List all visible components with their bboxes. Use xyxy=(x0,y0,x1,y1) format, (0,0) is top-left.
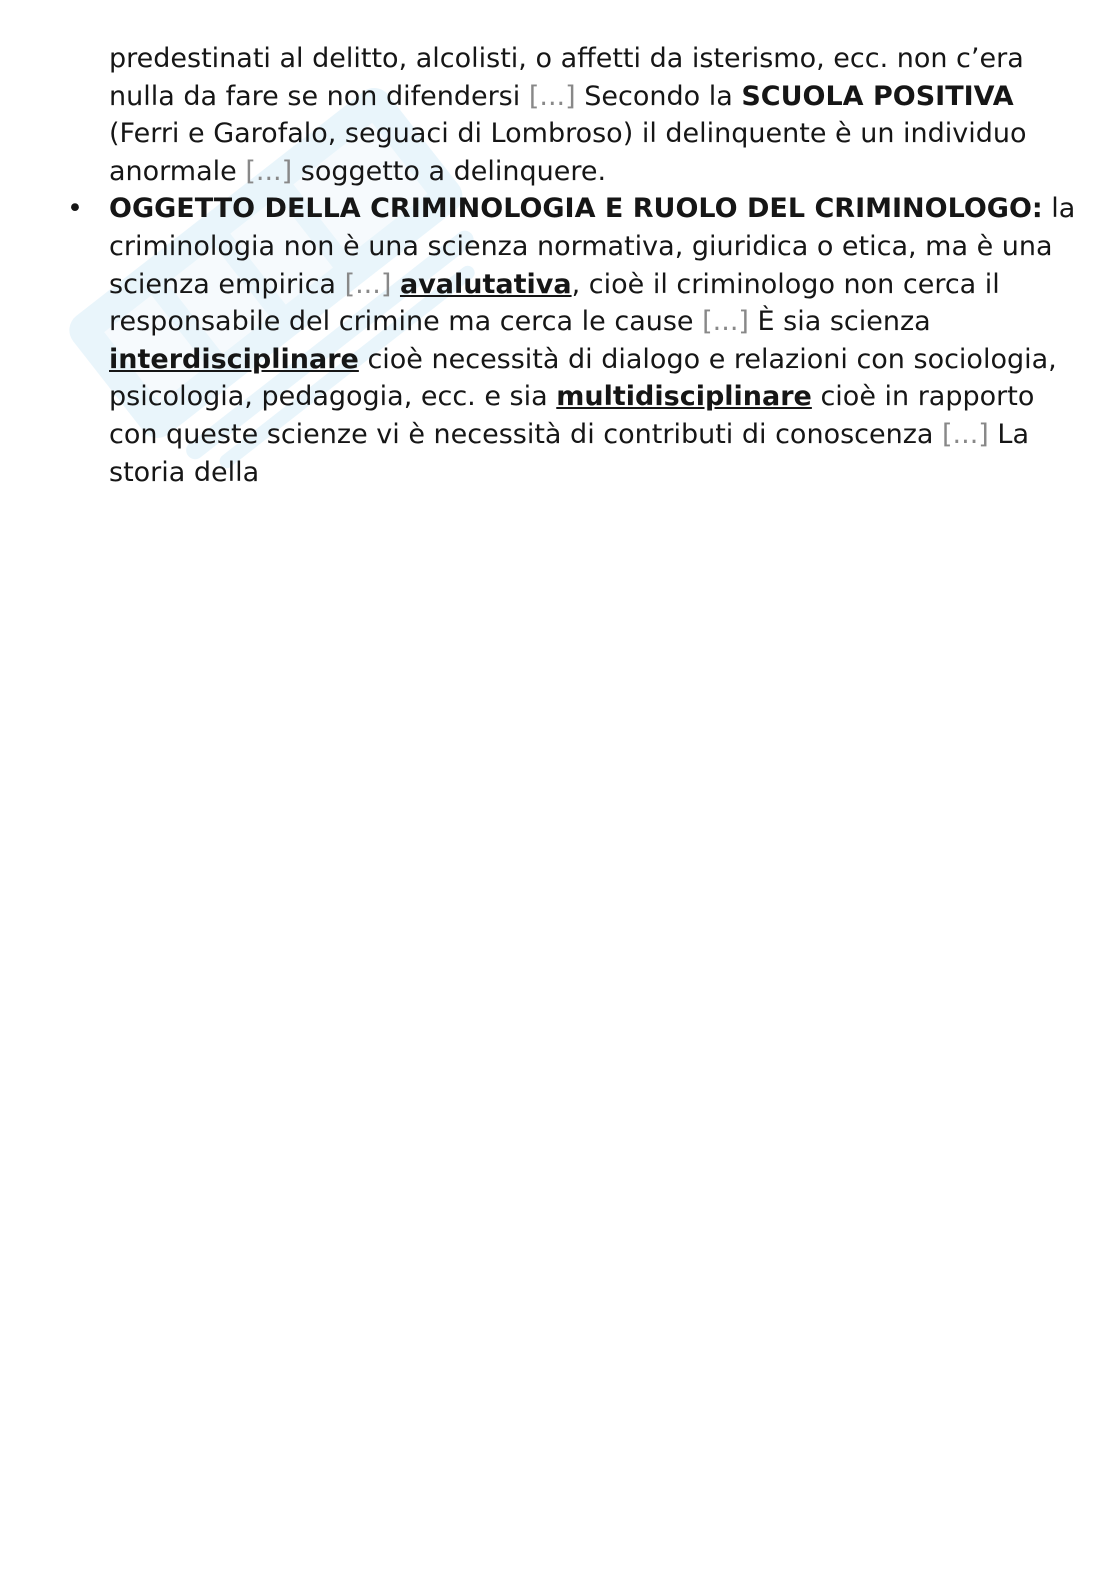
paragraph1-opening: predestinati al delitto, alcolisti, o affetti da isterismo, ecc. non c’era nulla da fare se non difendersi xyxy=(109,43,1024,112)
paragraph1-gap-2: [...] xyxy=(236,155,301,187)
paragraph1-closing: (Ferri e Garofalo, seguaci di Lombroso) il delinquente è un individuo anormale xyxy=(109,118,1027,187)
list-item-oggetto-criminologia xyxy=(67,190,1079,491)
bullet-paragraph xyxy=(109,190,1079,491)
bullet-icon: • xyxy=(67,193,83,225)
paragraph1-gap-1: [...] xyxy=(520,80,585,112)
bullet-part-5: cioè in rapporto con queste scienze vi è necessità di contributi di conoscenza xyxy=(109,381,1035,450)
term-avalutativa: avalutativa xyxy=(399,268,572,300)
scuola-positiva-term: SCUOLA POSITIVA xyxy=(741,80,1014,112)
bullet-gap-1: [...] xyxy=(335,268,400,300)
paragraph1-end: soggetto a delinquere. xyxy=(300,155,607,187)
paragraph-scuola-positiva xyxy=(109,40,1079,190)
bullet-opening: la criminologia non è una scienza normativa, giuridica o etica, ma è una scienza empirica xyxy=(109,193,1076,300)
bullet-gap-2: [...] xyxy=(693,306,758,338)
paragraph1-middle: Secondo la xyxy=(584,80,733,112)
bullet-part-3: È sia scienza xyxy=(757,306,931,338)
bullet-part-4: cioè necessità di dialogo e relazioni con sociologia, psicologia, pedagogia, ecc. e sia xyxy=(109,343,1057,413)
document-page xyxy=(67,40,1079,491)
bullet-part-2: , cioè il criminologo non cerca il responsabile del crimine ma cerca le cause xyxy=(109,268,1000,338)
bullet-gap-3: [...] xyxy=(933,418,998,450)
term-interdisciplinare: interdisciplinare xyxy=(109,343,359,375)
bullet-closing: La storia della xyxy=(109,418,1030,488)
section-heading: OGGETTO DELLA CRIMINOLOGIA E RUOLO DEL CRIMINOLOGO: xyxy=(109,193,1043,225)
term-multidisciplinare: multidisciplinare xyxy=(556,381,812,413)
